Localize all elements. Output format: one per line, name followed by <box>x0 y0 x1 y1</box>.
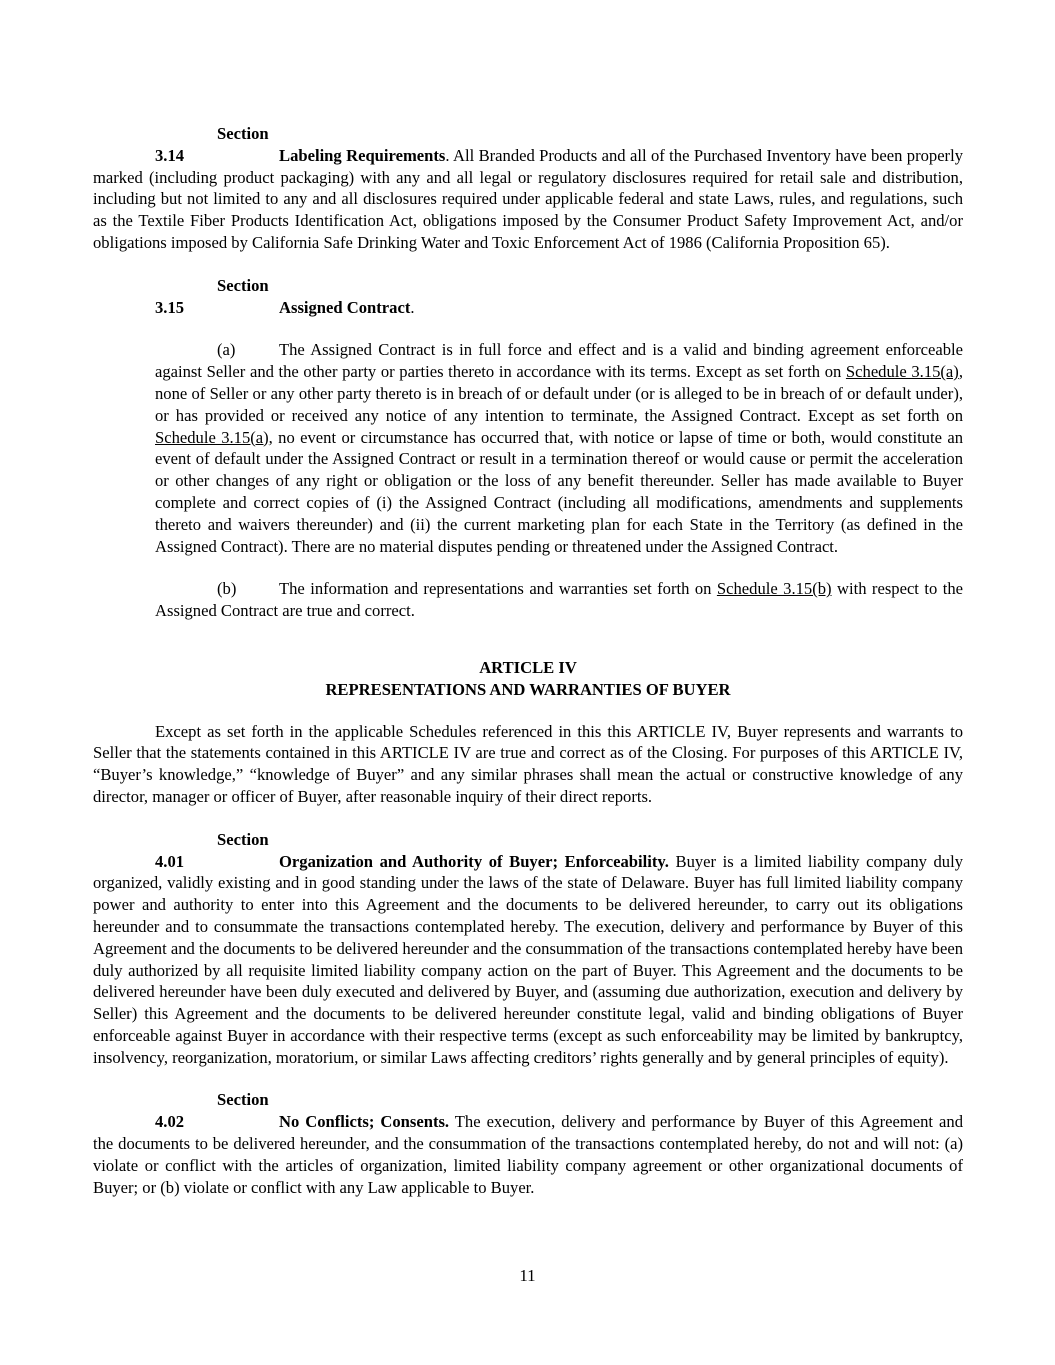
section-title: Organization and Authority of Buyer; Enforceability. <box>279 851 669 871</box>
document-page <box>93 123 963 1219</box>
clause-label: (a) <box>217 340 236 360</box>
section-title-punct: . <box>410 297 415 317</box>
clause-text: The Assigned Contract is in full force and effect and is a valid and binding agreement enforceable against Seller and the other party or parties thereto in accordance with its terms. Except as set forth on <box>155 340 963 382</box>
section-title: Assigned Contract <box>279 297 411 317</box>
article-heading <box>93 657 963 701</box>
clause-label: (b) <box>217 579 237 599</box>
section-3-15-heading <box>93 275 963 319</box>
section-body: All Branded Products and all of the Purchased Inventory have been properly marked (including product packaging) with any and all legal or regulatory disclosures required for retail sale and distribution, including but not limited to any and all disclosures required under applicable federal and state Laws, rules, and regulations, such as the Textile Fiber Products Identification Act, obligations imposed by the Consumer Product Safety Improvement Act, and/or obligations imposed by California Safe Drinking Water and Toxic Enforcement Act of 1986 (California Proposition 65). <box>93 145 963 252</box>
section-3-14 <box>93 123 963 254</box>
section-body: Buyer is a limited liability company duly organized, validly existing and in good standing under the laws of the state of Delaware. Buyer has full limited liability company power and authority to enter into this Agreement and the documents to be delivered hereunder, to carry out its obligations hereunder and to consummate the transactions contemplated hereby. The execution, delivery and performance by Buyer of this Agreement and the documents to be delivered hereunder and the consummation of the transactions contemplated hereby have been duly authorized by all requisite limited liability company action on the part of Buyer. This Agreement and the documents to be delivered hereunder have been duly executed and delivered by Buyer, and (assuming due authorization, execution and delivery by Seller) this Agreement and the documents to be delivered hereunder constitute legal, valid and binding obligations of Buyer enforceable against Buyer in accordance with their respective terms (except as such enforceability may be limited by bankruptcy, insolvency, reorganization, moratorium, or similar Laws affecting creditors’ rights generally and by general principles of equity). <box>93 851 964 1067</box>
section-title: No Conflicts; Consents. <box>279 1112 450 1132</box>
article-intro: Except as set forth in the applicable Schedules referenced in this this ARTICLE IV, Buyer represents and warrants to Seller that the statements contained in this ARTICLE IV are true and correct as of the Closing. For purposes of this ARTICLE IV, “Buyer’s knowledge,” “knowledge of Buyer” and any similar phrases shall mean the actual or constructive knowledge of any director, manager or officer of Buyer, after reasonable inquiry of their direct reports. <box>93 721 963 806</box>
schedule-reference: Schedule 3.15(a) <box>155 427 269 447</box>
section-number: Section 3.15 <box>155 275 269 317</box>
section-4-02 <box>93 1089 963 1198</box>
clause-text: The information and representations and warranties set forth on <box>279 579 717 599</box>
clause-text: , none of Seller or any other party thereto is in breach of or default under (or is alleged to be in breach of or default under), or has provided or received any notice of any intention to terminate, the Assigned Contract. Except as set forth on <box>155 362 963 425</box>
section-3-15-b <box>155 578 963 622</box>
section-3-15-a <box>155 339 963 557</box>
article-title: REPRESENTATIONS AND WARRANTIES OF BUYER <box>325 679 731 699</box>
article-number: ARTICLE IV <box>479 657 577 677</box>
section-title: Labeling Requirements <box>279 145 446 165</box>
page-number: 11 <box>519 1266 536 1285</box>
section-body: The execution, delivery and performance by Buyer of this Agreement and the documents to be delivered hereunder, and the consummation of the transactions contemplated hereby, do not and will not: (a) violate or conflict with the articles of organization, limited liability company agreement or other organizational documents of Buyer; or (b) violate or conflict with any Law applicable to Buyer. <box>93 1112 963 1197</box>
schedule-reference: Schedule 3.15(a) <box>845 362 959 382</box>
clause-text: with respect to the Assigned Contract are true and correct. <box>155 579 963 621</box>
clause-text: , no event or circumstance has occurred that, with notice or lapse of time or both, would constitute an event of default under the Assigned Contract or result in a termination thereof or would cause or permit the acceleration or other changes of any right or obligation or the loss of any benefit thereunder. Seller has made available to Buyer complete and correct copies of (i) the Assigned Contract (including all modifications, amendments and supplements thereto and waivers thereunder) and (ii) the current marketing plan for each State in the Territory (as defined in the Assigned Contract). There are no material disputes pending or threatened under the Assigned Contract. <box>155 427 963 556</box>
schedule-reference: Schedule 3.15(b) <box>716 579 832 599</box>
section-title-punct: . <box>445 145 450 165</box>
section-4-01 <box>93 829 963 1069</box>
section-number: Section 4.02 <box>155 1090 269 1132</box>
section-number: Section 3.14 <box>155 124 269 165</box>
section-number: Section 4.01 <box>155 829 269 871</box>
